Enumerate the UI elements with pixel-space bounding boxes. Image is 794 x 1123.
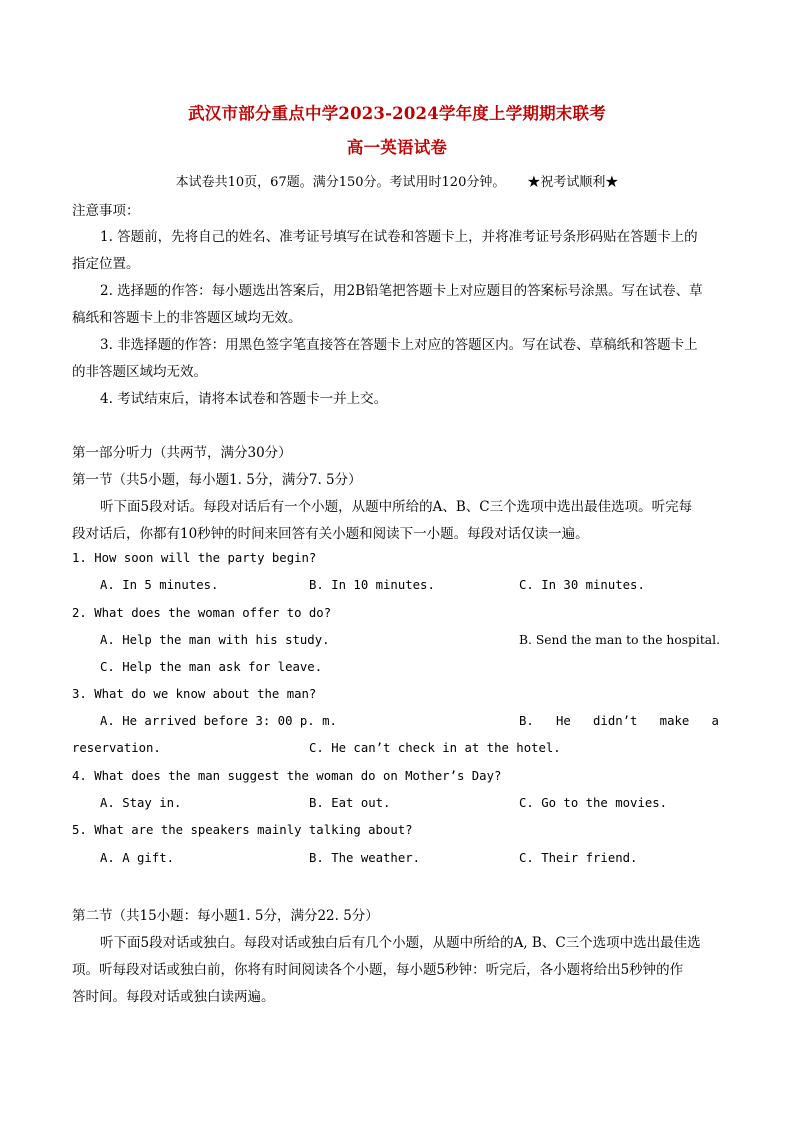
- note-2-line-2: 稿纸和答题卡上的非答题区域均无效。: [72, 310, 302, 326]
- note-3-line-2: 的非答题区域均无效。: [72, 364, 207, 380]
- question-5-option-c: C. Their friend.: [519, 851, 638, 865]
- exam-wish: ★祝考试顺利★: [527, 175, 619, 190]
- section2-intro-line-2: 项。听每段对话或独白前，你将有时间阅读各个小题，每小题5秒钟：听完后，各小题将给出5秒钟的作: [72, 962, 684, 978]
- question-3-option-b: B. He didn’t make a: [519, 714, 719, 728]
- note-4: 4. 考试结束后，请将本试卷和答题卡一并上交。: [100, 391, 388, 407]
- question-3-option-a: A. He arrived before 3: 00 p. m.: [100, 714, 337, 728]
- section2-intro-line-3: 答时间。每段对话或独白读两遍。: [72, 989, 275, 1005]
- question-2-option-b: B. Send the man to the hospital.: [519, 633, 720, 647]
- note-3-line-1: 3. 非选择题的作答：用黑色签字笔直接答在答题卡上对应的答题区内。写在试卷、草稿纸和答题卡上: [100, 337, 698, 353]
- question-2-option-a: A. Help the man with his study.: [100, 633, 330, 647]
- question-4-option-b: B. Eat out.: [309, 796, 391, 810]
- question-3-option-b-cont: reservation.: [72, 741, 161, 755]
- question-1-option-c: C. In 30 minutes.: [519, 578, 645, 592]
- question-5-option-a: A. A gift.: [100, 851, 175, 865]
- note-1-line-2: 指定位置。: [72, 256, 140, 272]
- section1-intro-line-2: 段对话后，你都有10秒钟的时间来回答有关小题和阅读下一小题。每段对话仅读一遍。: [72, 526, 589, 542]
- section2-intro-line-1: 听下面5段对话或独白。每段对话或独白后有几个小题，从题中所给的A, B、C三个选项中选出最佳选: [100, 935, 701, 951]
- question-3-stem: 3. What do we know about the man?: [72, 687, 317, 701]
- exam-title: 武汉市部分重点中学2023-2024学年度上学期期末联考: [188, 104, 606, 123]
- section2-heading: 第二节（共15小题：每小题1. 5分，满分22. 5分）: [72, 908, 379, 924]
- note-2-line-1: 2. 选择题的作答：每小题选出答案后，用2B铅笔把答题卡上对应题目的答案标号涂黑。写在试卷、草: [100, 283, 703, 299]
- question-1-stem: 1. How soon will the party begin?: [72, 551, 317, 565]
- part1-heading: 第一部分听力（共两节，满分30分）: [72, 445, 292, 461]
- question-1-option-a: A. In 5 minutes.: [100, 578, 219, 592]
- question-3-option-c: C. He can’t check in at the hotel.: [309, 741, 561, 755]
- exam-subtitle: 高一英语试卷: [346, 138, 448, 157]
- note-1-line-1: 1. 答题前，先将自己的姓名、准考证号填写在试卷和答题卡上，并将准考证号条形码贴在答题卡上的: [100, 229, 698, 245]
- section1-intro-line-1: 听下面5段对话。每段对话后有一个小题，从题中所给的A、B、C三个选项中选出最佳选项。听完每: [100, 499, 693, 515]
- exam-info: [72, 171, 722, 190]
- section1-heading: 第一节（共5小题，每小题1. 5分，满分7. 5分）: [72, 472, 362, 488]
- question-5-stem: 5. What are the speakers mainly talking about?: [72, 823, 413, 837]
- question-4-option-a: A. Stay in.: [100, 796, 182, 810]
- exam-info-text: 本试卷共10页，67题。满分150分。考试用时120分钟。: [175, 175, 506, 190]
- notes-heading: 注意事项：: [72, 203, 140, 219]
- question-1-option-b: B. In 10 minutes.: [309, 578, 435, 592]
- question-4-option-c: C. Go to the movies.: [519, 796, 668, 810]
- question-5-option-b: B. The weather.: [309, 851, 421, 865]
- question-2-stem: 2. What does the woman offer to do?: [72, 606, 332, 620]
- question-4-stem: 4. What does the man suggest the woman do on Mother’s Day?: [72, 769, 502, 783]
- question-2-option-c: C. Help the man ask for leave.: [100, 660, 323, 674]
